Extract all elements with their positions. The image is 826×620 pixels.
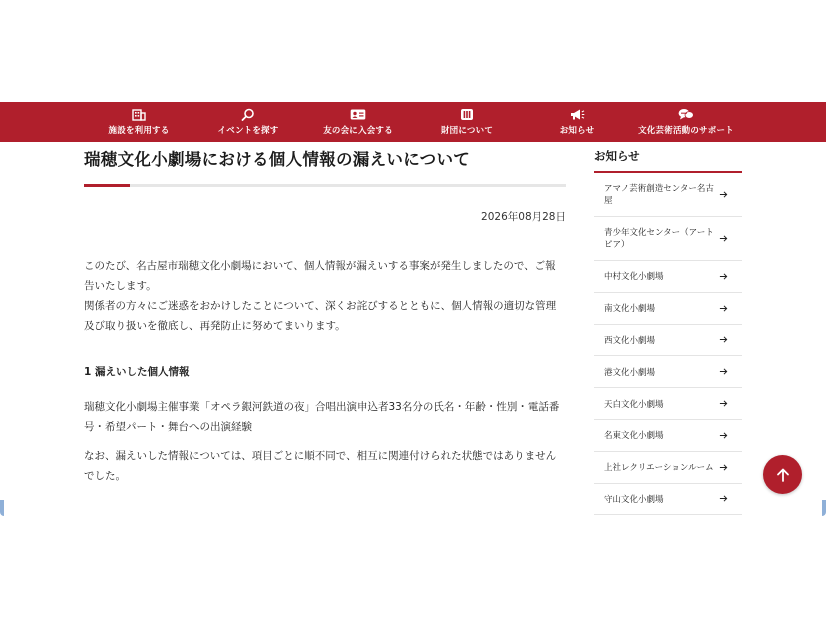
nav-label: 友の会に入会する: [323, 126, 393, 136]
sidebar-item[interactable]: [594, 388, 742, 420]
building-icon: [132, 108, 146, 121]
arrow-right-icon: [719, 367, 728, 376]
speech-bubbles-icon: [678, 108, 694, 121]
sidebar-item[interactable]: [594, 261, 742, 293]
arrow-right-icon: [719, 494, 728, 503]
arrow-right-icon: [719, 190, 728, 199]
sidebar-item-label: 港文化小劇場: [604, 367, 656, 378]
sidebar-item[interactable]: [594, 325, 742, 357]
sidebar-item[interactable]: [594, 293, 742, 325]
page-frame: [0, 102, 826, 516]
arrow-right-icon: [719, 399, 728, 408]
nav-item-membership[interactable]: [324, 102, 392, 142]
global-navigation: [0, 102, 826, 142]
nav-item-foundation[interactable]: [442, 102, 492, 142]
sidebar-item-label: 名東文化小劇場: [604, 431, 664, 442]
scroll-to-top-button[interactable]: [763, 455, 802, 494]
sidebar-item[interactable]: [594, 356, 742, 388]
sidebar-item[interactable]: [594, 217, 742, 261]
apology-paragraph: 関係者の方々にご迷惑をおかけしたことについて、深くお詫びするとともに、個人情報の適切な管理及び取り扱いを徹底し、再発防止に努めてまいります。: [84, 300, 557, 332]
sidebar-item-label: 守山文化小劇場: [604, 494, 664, 505]
frame-corner-right: [822, 500, 826, 516]
arrow-right-icon: [719, 463, 728, 472]
arrow-right-icon: [719, 431, 728, 440]
nav-label: 財団について: [440, 126, 494, 136]
sidebar-item-label: 青少年文化センター（アートピア）: [604, 227, 714, 250]
arrow-right-icon: [719, 304, 728, 313]
title-underline: [84, 184, 566, 187]
page-title: 瑞穂文化小劇場における個人情報の漏えいについて: [84, 150, 471, 169]
sidebar-item[interactable]: [594, 173, 742, 217]
sidebar-item-label: 南文化小劇場: [604, 304, 656, 315]
arrow-right-icon: [719, 272, 728, 281]
arrow-up-icon: [775, 467, 791, 483]
nav-item-news[interactable]: [560, 102, 594, 142]
logo-mark-icon: [460, 108, 474, 121]
news-sidebar: [594, 148, 742, 515]
article: [84, 148, 566, 486]
sidebar-item-label: 天白文化小劇場: [604, 399, 664, 410]
sidebar-item[interactable]: [594, 420, 742, 452]
sidebar-item-label: アマノ芸術創造センター名古屋: [604, 183, 714, 206]
megaphone-icon: [570, 108, 585, 121]
sidebar-list: [594, 173, 742, 515]
search-icon: [241, 108, 255, 121]
sidebar-item-label: 西文化小劇場: [604, 335, 656, 346]
sidebar-item-label: 中村文化小劇場: [604, 272, 664, 283]
sidebar-item[interactable]: [594, 452, 742, 484]
nav-label: お知らせ: [559, 126, 595, 136]
arrow-right-icon: [719, 335, 728, 344]
nav-label: イベントを探す: [217, 126, 279, 136]
sidebar-title: お知らせ: [594, 148, 742, 173]
frame-corner-left: [0, 500, 4, 516]
intro-paragraph: このたび、名古屋市瑞穂文化小劇場において、個人情報が漏えいする事案が発生しましたので、ご報告いたします。: [84, 260, 556, 292]
arrow-right-icon: [719, 234, 728, 243]
section-heading: 1 漏えいした個人情報: [84, 366, 190, 378]
sidebar-item[interactable]: [594, 484, 742, 516]
leaked-info-paragraph: 瑞穂文化小劇場主催事業「オペラ銀河鉄道の夜」合唱出演申込者33名分の氏名・年齢・性別・電話番号・希望パート・舞台への出演経験: [84, 401, 560, 433]
nav-item-facilities[interactable]: [110, 102, 168, 142]
nav-item-events[interactable]: [217, 102, 279, 142]
nav-item-support[interactable]: [640, 102, 732, 142]
note-paragraph: なお、漏えいした情報については、項目ごとに順不同で、相互に関連付けられた状態ではありませんでした。: [84, 450, 557, 482]
id-card-icon: [350, 108, 366, 121]
nav-label: 文化芸術活動のサポート: [638, 126, 734, 136]
sidebar-item-label: 上社レクリエーションルーム: [604, 463, 714, 474]
nav-label: 施設を利用する: [108, 126, 170, 136]
publish-date: 2026年08月28日: [481, 211, 566, 223]
